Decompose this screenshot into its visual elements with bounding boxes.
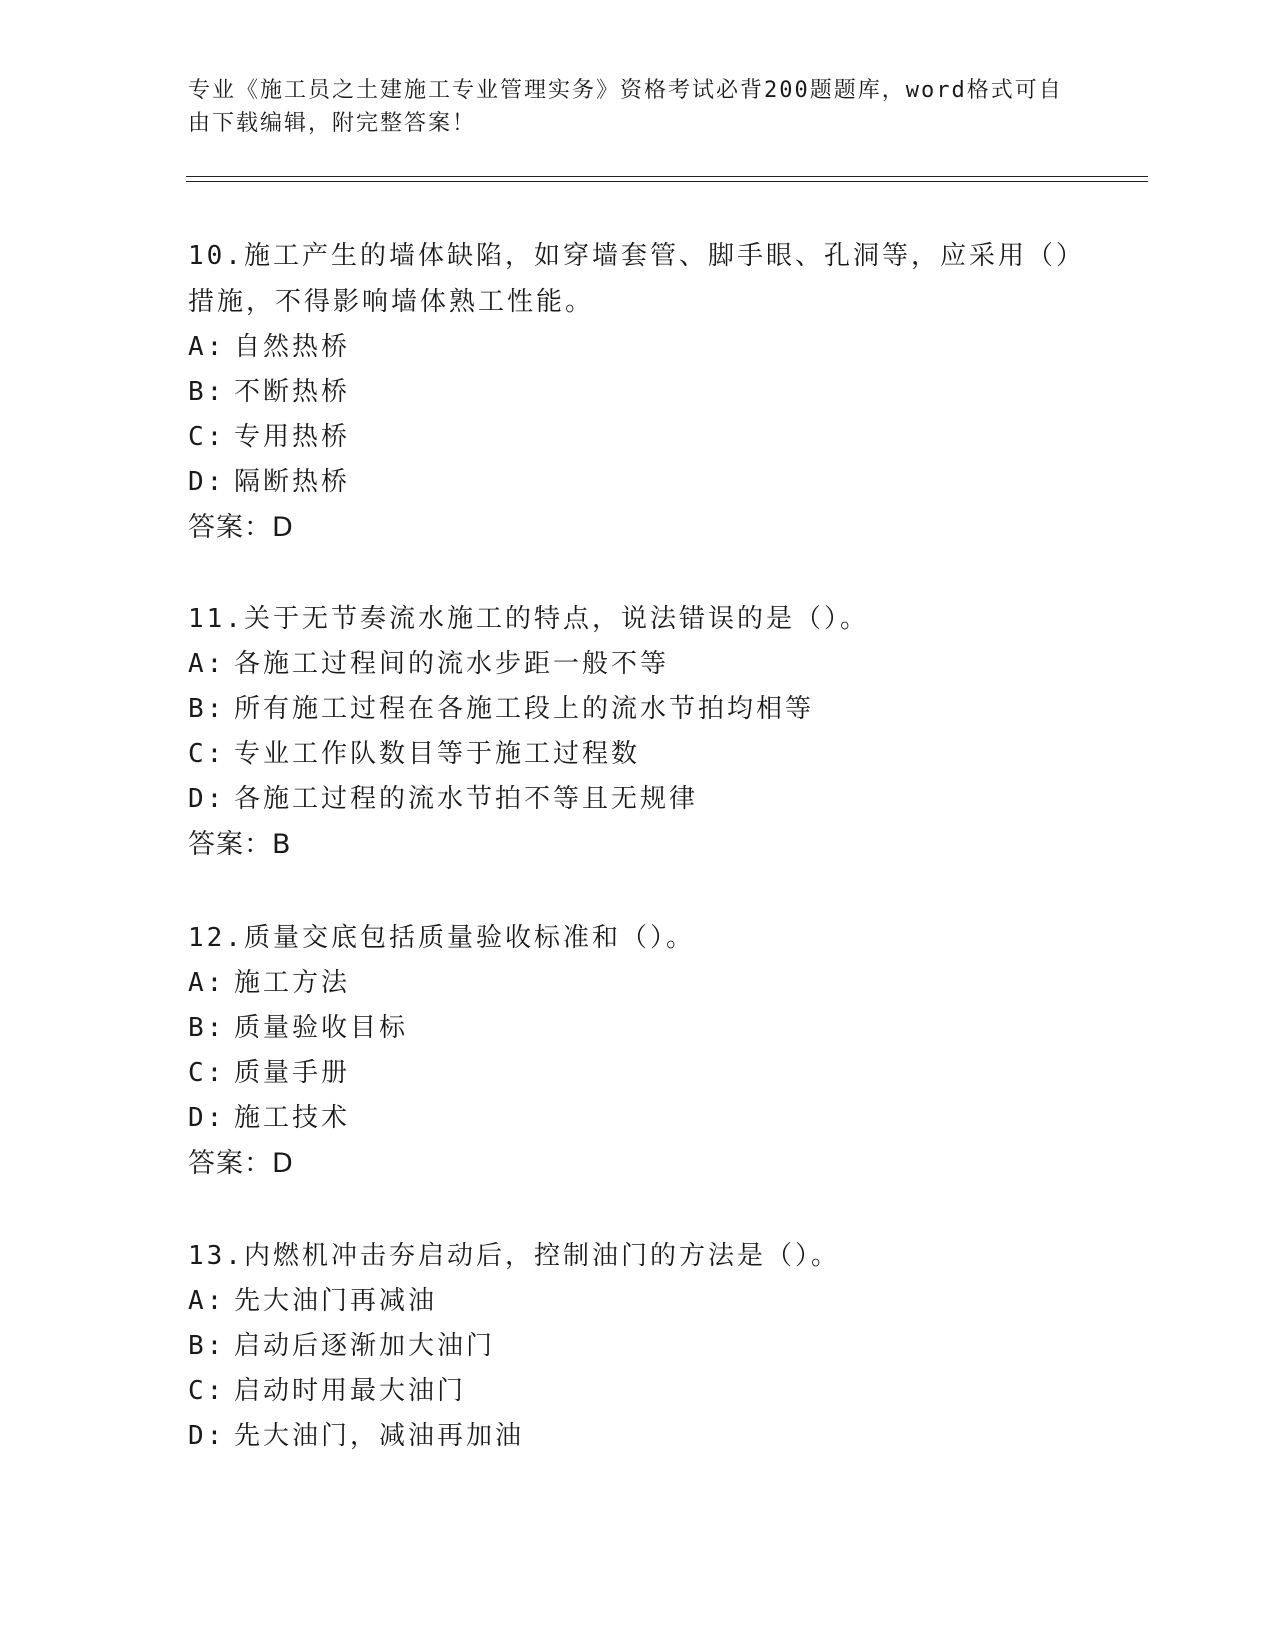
option-text: 各施工过程间的流水步距一般不等 bbox=[234, 649, 670, 679]
option-letter: D: bbox=[188, 1421, 226, 1451]
question-11 bbox=[188, 596, 1088, 868]
question-10 bbox=[188, 233, 1088, 551]
document-header: 专业《施工员之土建施工专业管理实务》资格考试必背200题题库，word格式可自由下载编辑，附完整答案！ bbox=[188, 78, 1063, 136]
option-list bbox=[188, 1279, 1088, 1459]
option-text: 专用热桥 bbox=[234, 422, 351, 452]
option-d bbox=[188, 1096, 1088, 1141]
option-text: 先大油门再减油 bbox=[234, 1286, 438, 1316]
question-text: 10.施工产生的墙体缺陷，如穿墙套管、脚手眼、孔洞等，应采用（）措施，不得影响墙体熟工性能。 bbox=[188, 241, 1085, 317]
option-list bbox=[188, 642, 1088, 822]
option-letter: C: bbox=[188, 1058, 226, 1088]
option-letter: A: bbox=[188, 649, 226, 679]
option-a bbox=[188, 642, 1088, 687]
option-letter: B: bbox=[188, 377, 226, 407]
option-letter: A: bbox=[188, 1286, 226, 1316]
option-b bbox=[188, 687, 1088, 732]
answer-line: 答案：D bbox=[188, 512, 294, 543]
option-text: 启动时用最大油门 bbox=[234, 1376, 467, 1406]
option-d bbox=[188, 460, 1088, 505]
option-text: 启动后逐渐加大油门 bbox=[234, 1331, 496, 1361]
option-text: 施工方法 bbox=[234, 968, 351, 998]
option-letter: A: bbox=[188, 968, 226, 998]
question-text: 13.内燃机冲击夯启动后，控制油门的方法是（）。 bbox=[188, 1241, 840, 1271]
option-letter: C: bbox=[188, 422, 226, 452]
option-b bbox=[188, 370, 1088, 415]
option-text: 质量验收目标 bbox=[234, 1013, 409, 1043]
option-c bbox=[188, 415, 1088, 460]
option-letter: B: bbox=[188, 1013, 226, 1043]
question-text: 11.关于无节奏流水施工的特点，说法错误的是（）。 bbox=[188, 604, 869, 634]
option-c bbox=[188, 1051, 1088, 1096]
option-d bbox=[188, 777, 1088, 822]
option-letter: C: bbox=[188, 1376, 226, 1406]
option-a bbox=[188, 325, 1088, 370]
option-letter: C: bbox=[188, 739, 226, 769]
option-letter: D: bbox=[188, 467, 226, 497]
option-letter: D: bbox=[188, 1103, 226, 1133]
answer-line: 答案：D bbox=[188, 1148, 294, 1179]
option-letter: B: bbox=[188, 1331, 226, 1361]
option-text: 先大油门，减油再加油 bbox=[234, 1421, 525, 1451]
option-text: 自然热桥 bbox=[234, 332, 351, 362]
question-text: 12.质量交底包括质量验收标准和（）。 bbox=[188, 923, 695, 953]
option-b bbox=[188, 1006, 1088, 1051]
answer-line: 答案：B bbox=[188, 829, 292, 860]
question-12 bbox=[188, 915, 1088, 1187]
header-divider-top bbox=[186, 176, 1148, 177]
option-text: 不断热桥 bbox=[234, 377, 351, 407]
option-list bbox=[188, 961, 1088, 1141]
option-text: 各施工过程的流水节拍不等且无规律 bbox=[234, 784, 699, 814]
option-letter: D: bbox=[188, 784, 226, 814]
option-text: 所有施工过程在各施工段上的流水节拍均相等 bbox=[234, 694, 815, 724]
option-a bbox=[188, 961, 1088, 1006]
option-text: 隔断热桥 bbox=[234, 467, 351, 497]
option-letter: A: bbox=[188, 332, 226, 362]
option-text: 专业工作队数目等于施工过程数 bbox=[234, 739, 641, 769]
option-c bbox=[188, 1369, 1088, 1414]
option-d bbox=[188, 1414, 1088, 1459]
question-13 bbox=[188, 1233, 1088, 1459]
option-text: 施工技术 bbox=[234, 1103, 351, 1133]
option-list bbox=[188, 325, 1088, 505]
option-c bbox=[188, 732, 1088, 777]
option-b bbox=[188, 1324, 1088, 1369]
option-a bbox=[188, 1279, 1088, 1324]
option-letter: B: bbox=[188, 694, 226, 724]
option-text: 质量手册 bbox=[234, 1058, 351, 1088]
header-divider-bottom bbox=[186, 181, 1148, 182]
